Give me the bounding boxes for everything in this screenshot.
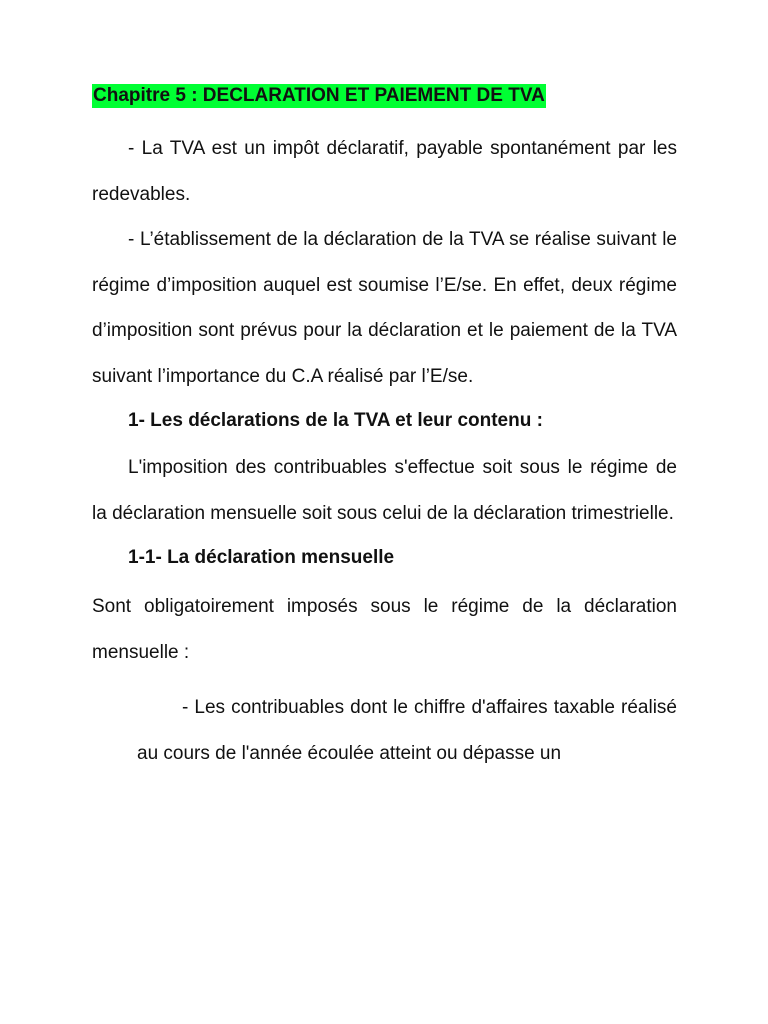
title-wrapper	[92, 84, 677, 108]
paragraph-imposition-contribuables: L'imposition des contribuables s'effectue soit sous le régime de la déclaration mensuelle soit sous celui de la déclaration trimestrielle.	[92, 457, 677, 524]
subsection-heading-mensuelle: 1-1- La déclaration mensuelle	[128, 547, 395, 568]
paragraph-tva-declarative: - La TVA est un impôt déclaratif, payable spontanément par les redevables.	[92, 138, 677, 205]
document-body	[92, 84, 677, 776]
list-item-chiffre-affaires: - Les contribuables dont le chiffre d'affaires taxable réalisé au cours de l'année écoulée atteint ou dépasse un	[137, 697, 677, 764]
paragraph-regime-imposition: - L’établissement de la déclaration de la TVA se réalise suivant le régime d’imposition auquel est soumise l’E/se. En effet, deux régime d’imposition sont prévus pour la déclaration et le paiement de la TVA suivant l’importance du C.A réalisé par l’E/se.	[92, 229, 677, 387]
chapter-title: Chapitre 5 : DECLARATION ET PAIEMENT DE TVA	[93, 85, 545, 106]
paragraph-obligatoirement-imposes: Sont obligatoirement imposés sous le régime de la déclaration mensuelle :	[92, 596, 677, 663]
section-heading-declarations: 1- Les déclarations de la TVA et leur contenu :	[128, 410, 543, 431]
